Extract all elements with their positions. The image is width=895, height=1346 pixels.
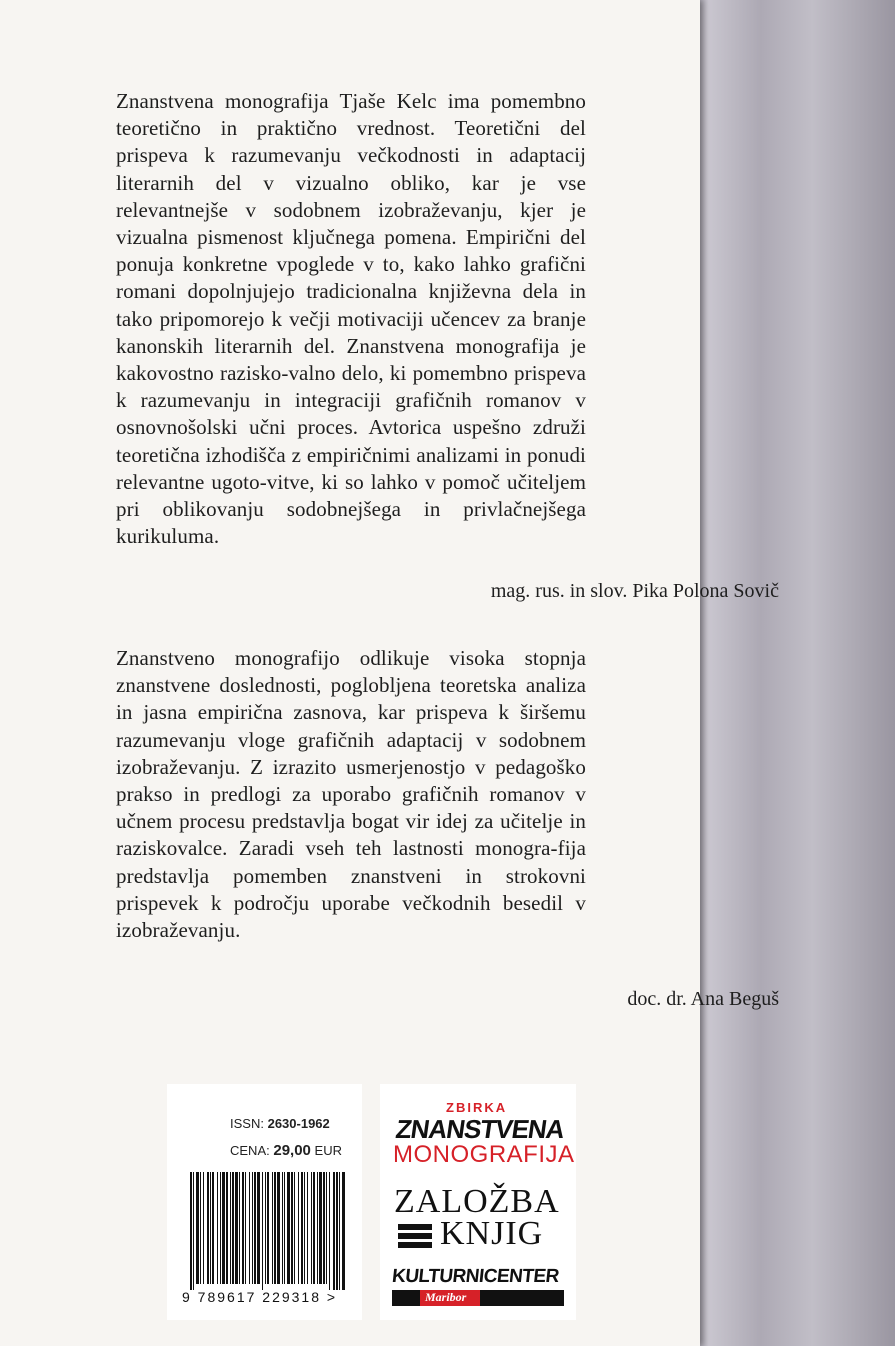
barcode-bar	[319, 1172, 322, 1284]
barcode-bar	[339, 1172, 340, 1290]
barcode-bar	[242, 1172, 244, 1284]
barcode-bar	[313, 1172, 315, 1284]
barcode-bar	[282, 1172, 283, 1284]
barcode-bar	[317, 1172, 318, 1284]
barcode-bar	[307, 1172, 308, 1284]
barcode-bar	[294, 1172, 295, 1284]
barcode-bar	[252, 1172, 253, 1284]
series-label-small: ZBIRKA	[446, 1100, 508, 1115]
barcode-bar	[230, 1172, 231, 1284]
barcode-bar	[333, 1172, 335, 1290]
barcode-bar	[207, 1172, 209, 1284]
book-spine-edge	[688, 0, 895, 1346]
barcode-bar	[262, 1172, 263, 1290]
barcode-bar	[274, 1172, 276, 1284]
publisher-logo-line1: ZALOŽBA	[394, 1183, 560, 1220]
barcode-bar	[323, 1172, 325, 1284]
price-currency: EUR	[314, 1143, 342, 1158]
cultural-center-logo: KULTURNICENTER	[390, 1266, 560, 1287]
barcode-bar	[235, 1172, 238, 1284]
barcode-number: 9 789617 229318 >	[182, 1289, 338, 1305]
barcode-bar	[311, 1172, 312, 1284]
review-signature-1: mag. rus. in slov. Pika Polona Sovič	[490, 580, 779, 602]
barcode-bar	[254, 1172, 256, 1284]
barcode-bar	[336, 1172, 338, 1290]
review-paragraph-1: Znanstvena monografija Tjaše Kelc ima pomembno teoretično in praktično vrednost. Teoretični del prispeva k razumevanju večkodnosti in adaptacij literarnih del v vizualno obliko, kar je vse relevantnejše v sodobnem izobraževanju, kjer je vizualna pismenost ključnega pomena. Empirični del ponuja konkretne vpoglede v to, kako lahko grafični romani dopolnjujejo tradicionalna književna dela in tako pripomorejo k večji motivaciji učencev za branje kanonskih literarnih del. Znanstvena monografija je kakovostno razisko-valno delo, ki pomembno prispeva k razumevanju in integraciji grafičnih romanov v osnovnošolski učni proces. Avtorica uspešno združi teoretična izhodišča z empiričnimi analizami in ponudi relevantne ugoto-vitve, ki so lahko v pomoč učiteljem pri oblikovanju sodobnejšega in privlačnejšega kurikuluma.	[116, 89, 586, 549]
barcode-bar	[193, 1172, 194, 1290]
series-logo-line1: ZNANSTVENA	[393, 1114, 566, 1144]
issn-line	[230, 1116, 330, 1131]
barcode-bar	[239, 1172, 240, 1284]
publisher-logo-line2: KNJIG	[440, 1215, 544, 1252]
barcode-bar	[284, 1172, 285, 1284]
price-line	[230, 1142, 342, 1159]
barcode-bar	[196, 1172, 199, 1284]
barcode-bar	[272, 1172, 273, 1284]
barcode-bar	[291, 1172, 293, 1284]
price-label: CENA:	[230, 1143, 270, 1158]
barcode-bar	[267, 1172, 269, 1284]
barcode-bar	[190, 1172, 192, 1290]
barcode-bar	[200, 1172, 201, 1284]
barcode-bar	[226, 1172, 228, 1284]
cultural-center-city: Maribor	[425, 1290, 467, 1304]
price-value: 29,00	[273, 1142, 311, 1159]
barcode-bar	[212, 1172, 214, 1284]
barcode-bar	[210, 1172, 211, 1284]
barcode-bar	[304, 1172, 305, 1284]
barcode-bar	[287, 1172, 290, 1284]
barcode-bar	[220, 1172, 221, 1284]
issn-label: ISSN:	[230, 1116, 264, 1131]
barcode-bar	[329, 1172, 330, 1290]
barcode-bar	[203, 1172, 204, 1284]
barcode-bar	[257, 1172, 260, 1284]
barcode-bar	[222, 1172, 225, 1284]
barcode-bar	[245, 1172, 246, 1284]
barcode-bar	[265, 1172, 266, 1284]
book-stack-icon	[396, 1222, 436, 1252]
barcode-bar	[301, 1172, 303, 1284]
review-signature-2: doc. dr. Ana Beguš	[627, 988, 779, 1010]
review-paragraph-2: Znanstveno monografijo odlikuje visoka stopnja znanstvene doslednosti, poglobljena teoretska analiza in jasna empirična zasnova, kar prispeva k širšemu razumevanju vloge grafičnih adaptacij v sodobnem izobraževanju. Z izrazito usmerjenostjo v pedagoško prakso in predlogi za uporabo grafičnih romanov v učnem procesu predstavlja bogat vir idej za učitelje in raziskovalce. Zaradi vseh teh lastnosti monogra-fija predstavlja pomemben znanstveni in strokovni prispevek k področju uporabe večkodnih besedil v izobraževanju.	[116, 646, 586, 943]
barcode-bar	[232, 1172, 234, 1284]
barcode-bar	[249, 1172, 250, 1284]
issn-value: 2630-1962	[267, 1116, 330, 1131]
series-logo-line2: MONOGRAFIJA	[393, 1141, 575, 1168]
barcode-bar	[326, 1172, 327, 1284]
barcode-graphic	[188, 1172, 348, 1290]
barcode-bar	[217, 1172, 218, 1284]
barcode-bar	[277, 1172, 280, 1284]
barcode-bar	[298, 1172, 299, 1284]
barcode-bar	[342, 1172, 345, 1290]
